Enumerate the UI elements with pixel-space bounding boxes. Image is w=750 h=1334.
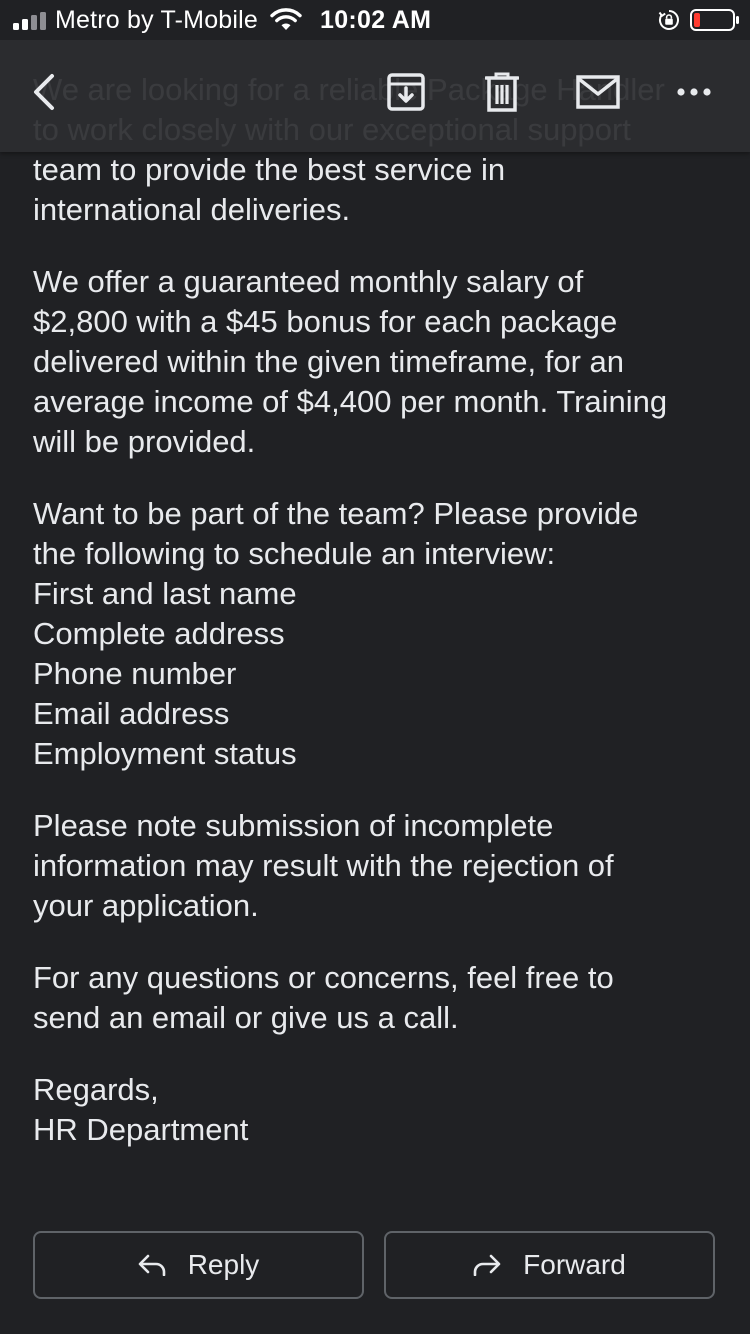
body-line: First and last name <box>33 576 297 611</box>
body-line: $2,800 with a $45 bonus for each package <box>33 304 618 339</box>
body-line: delivered within the given timeframe, for an <box>33 344 625 379</box>
back-button[interactable] <box>22 70 66 114</box>
battery-icon <box>690 9 740 31</box>
forward-arrow-icon <box>473 1254 501 1276</box>
body-line: Regards, <box>33 1072 159 1107</box>
email-paragraph <box>33 494 723 774</box>
email-body <box>33 150 723 1182</box>
body-line: Email address <box>33 696 230 731</box>
status-bar <box>0 0 750 40</box>
body-line: We offer a guaranteed monthly salary of <box>33 264 584 299</box>
email-signature <box>33 1070 723 1150</box>
archive-button[interactable] <box>384 70 428 114</box>
body-line: Want to be part of the team? Please provide <box>33 496 639 531</box>
body-line: Phone number <box>33 656 237 691</box>
forward-button[interactable] <box>384 1231 715 1299</box>
mail-icon <box>576 75 620 109</box>
wifi-icon <box>270 8 302 32</box>
body-line: HR Department <box>33 1112 249 1147</box>
reply-label: Reply <box>187 1249 260 1280</box>
rotation-lock-icon <box>658 9 680 31</box>
email-toolbar <box>0 40 750 152</box>
body-line: team to provide the best service in <box>33 152 506 187</box>
archive-icon <box>386 72 426 112</box>
body-line: For any questions or concerns, feel free to <box>33 960 614 995</box>
body-line: the following to schedule an interview: <box>33 536 556 571</box>
email-paragraph <box>33 958 723 1038</box>
reply-button[interactable] <box>33 1231 364 1299</box>
body-line: average income of $4,400 per month. Training <box>33 384 668 419</box>
back-arrow-icon <box>22 70 66 114</box>
mark-unread-button[interactable] <box>576 70 620 114</box>
body-line: your application. <box>33 888 259 923</box>
body-line: send an email or give us a call. <box>33 1000 459 1035</box>
email-paragraph <box>33 150 723 230</box>
status-time: 10:02 AM <box>320 6 432 34</box>
body-line: will be provided. <box>33 424 256 459</box>
body-line: international deliveries. <box>33 192 351 227</box>
toolbar-background <box>0 40 750 152</box>
email-paragraph <box>33 806 723 926</box>
body-line: Please note submission of incomplete <box>33 808 554 843</box>
reply-arrow-icon <box>138 1254 166 1276</box>
cellular-signal-icon <box>13 12 49 30</box>
body-line: Complete address <box>33 616 285 651</box>
body-line: information may result with the rejection of <box>33 848 614 883</box>
more-icon <box>676 87 712 97</box>
carrier-name: Metro by T-Mobile <box>55 6 259 34</box>
body-line: Employment status <box>33 736 297 771</box>
delete-button[interactable] <box>480 70 524 114</box>
trash-icon <box>485 72 519 112</box>
email-paragraph <box>33 262 723 462</box>
more-options-button[interactable] <box>672 70 716 114</box>
forward-label: Forward <box>523 1249 626 1280</box>
